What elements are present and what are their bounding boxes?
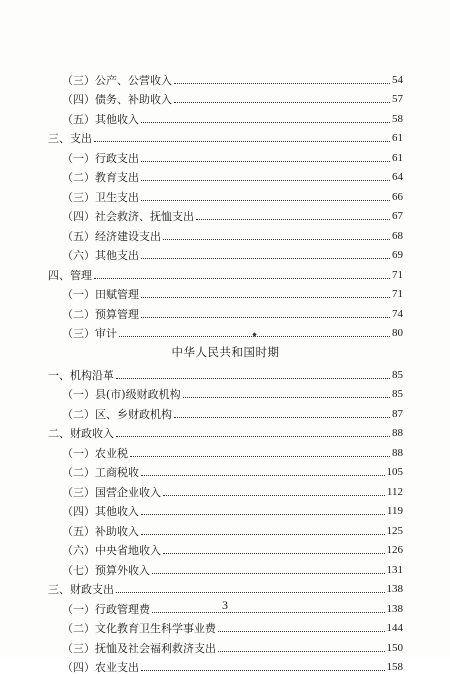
toc-entry-page: 119 <box>387 505 403 518</box>
toc-entry <box>48 321 403 341</box>
dot-leader <box>163 553 385 554</box>
dot-leader <box>141 258 390 259</box>
toc-entry <box>48 635 403 655</box>
toc-entry-title: （四）社会救济、抚恤支出 <box>62 210 194 223</box>
toc-entry-title: （一）农业税 <box>62 447 128 460</box>
toc-entry-title: （二）文化教育卫生科学事业费 <box>62 622 216 635</box>
dot-leader <box>116 592 385 593</box>
toc-entry-title: （六）其他支出 <box>62 249 139 262</box>
toc-entry-title: （三）国营企业收入 <box>62 486 161 499</box>
toc-part-prc <box>48 362 403 674</box>
toc-entry <box>48 184 403 204</box>
toc-entry-page: 158 <box>387 661 404 674</box>
toc-entry <box>48 223 403 243</box>
toc-entry <box>48 362 403 382</box>
toc-entry-page: 138 <box>387 583 404 596</box>
dot-leader <box>141 200 390 201</box>
dot-leader <box>141 475 385 476</box>
toc-entry-page: 58 <box>392 113 403 126</box>
toc-entry <box>48 282 403 302</box>
toc-entry-page: 54 <box>392 74 403 87</box>
toc-entry <box>48 479 403 499</box>
dot-leader <box>218 631 385 632</box>
toc-entry-title: 四、管理 <box>48 269 92 282</box>
toc-entry-title: （六）中央省地收入 <box>62 544 161 557</box>
toc-entry-title: （七）预算外收入 <box>62 564 150 577</box>
toc-entry-page: 126 <box>387 544 404 557</box>
toc-entry-page: 85 <box>392 388 403 401</box>
toc-entry <box>48 655 403 674</box>
toc-entry-title: （一）田赋管理 <box>62 288 139 301</box>
dot-leader <box>94 141 390 142</box>
toc-entry-title: （五）经济建设支出 <box>62 230 161 243</box>
toc-entry-page: 150 <box>387 642 404 655</box>
dot-leader <box>174 83 390 84</box>
dot-leader <box>94 278 390 279</box>
dot-leader <box>116 436 390 437</box>
dot-leader <box>141 122 390 123</box>
toc-entry-title: （三）卫生支出 <box>62 191 139 204</box>
toc-entry <box>48 204 403 224</box>
toc-entry <box>48 401 403 421</box>
dot-leader <box>163 495 385 496</box>
table-of-contents <box>48 67 403 674</box>
toc-entry <box>48 616 403 636</box>
toc-entry-title: （四）其他收入 <box>62 505 139 518</box>
dot-leader <box>163 239 390 240</box>
toc-entry <box>48 421 403 441</box>
toc-entry-title: 三、财政支出 <box>48 583 114 596</box>
toc-entry-title: 一、机构沿革 <box>48 369 114 382</box>
toc-entry-title: 二、财政收入 <box>48 427 114 440</box>
toc-entry <box>48 165 403 185</box>
toc-entry-title: （一）行政支出 <box>62 152 139 165</box>
toc-entry-page: 71 <box>392 288 403 301</box>
toc-entry <box>48 106 403 126</box>
toc-entry-page: 74 <box>392 308 403 321</box>
toc-entry-page: 57 <box>392 93 403 106</box>
toc-entry-page: 69 <box>392 249 403 262</box>
toc-entry-title: （四）债务、补助收入 <box>62 93 172 106</box>
toc-entry-page: 68 <box>392 230 403 243</box>
dot-leader <box>141 317 390 318</box>
toc-entry-title: （二）工商税收 <box>62 466 139 479</box>
page-number: 3 <box>0 598 450 613</box>
toc-entry <box>48 460 403 480</box>
dot-leader <box>130 456 390 457</box>
toc-entry-page: 66 <box>392 191 403 204</box>
toc-entry-page: 125 <box>387 525 404 538</box>
dot-leader <box>183 397 390 398</box>
toc-entry-title: 三、支出 <box>48 132 92 145</box>
dot-leader <box>141 180 390 181</box>
toc-entry-page: 138 <box>387 603 404 616</box>
toc-entry-page: 85 <box>392 369 403 382</box>
section-heading: 中华人民共和国时期 <box>48 340 403 362</box>
toc-entry-page: 61 <box>392 152 403 165</box>
toc-entry-page: 88 <box>392 427 403 440</box>
toc-entry <box>48 145 403 165</box>
toc-entry-page: 67 <box>392 210 403 223</box>
toc-entry <box>48 262 403 282</box>
toc-entry-title: （三）公产、公营收入 <box>62 74 172 87</box>
toc-entry <box>48 440 403 460</box>
dot-leader <box>218 651 385 652</box>
dot-leader <box>196 219 390 220</box>
toc-entry-title: （二）预算管理 <box>62 308 139 321</box>
dot-leader <box>174 417 390 418</box>
dot-leader <box>116 378 390 379</box>
toc-entry-title: （一）县(市)级财政机构 <box>62 388 181 401</box>
toc-entry-title: （三）抚恤及社会福利救济支出 <box>62 642 216 655</box>
toc-part-republic <box>48 67 403 340</box>
dot-leader <box>141 297 390 298</box>
dot-leader <box>141 670 385 671</box>
toc-entry-title: （五）补助收入 <box>62 525 139 538</box>
toc-entry <box>48 243 403 263</box>
toc-entry-page: 131 <box>387 564 404 577</box>
toc-entry-page: 71 <box>392 269 403 282</box>
toc-entry-title: （二）区、乡财政机构 <box>62 408 172 421</box>
dot-leader <box>152 573 385 574</box>
dot-leader <box>174 102 390 103</box>
toc-entry-page: 64 <box>392 171 403 184</box>
toc-entry <box>48 557 403 577</box>
dot-leader <box>141 534 385 535</box>
toc-entry <box>48 518 403 538</box>
toc-entry <box>48 67 403 87</box>
toc-entry-page: 88 <box>392 447 403 460</box>
toc-entry-title: （四）农业支出 <box>62 661 139 674</box>
toc-entry-title: （一）行政管理费 <box>62 603 150 616</box>
dot-leader <box>141 514 385 515</box>
toc-entry-title: （二）教育支出 <box>62 171 139 184</box>
toc-entry-title: （五）其他收入 <box>62 113 139 126</box>
toc-entry <box>48 87 403 107</box>
toc-entry <box>48 126 403 146</box>
toc-entry <box>48 382 403 402</box>
toc-entry-page: 61 <box>392 132 403 145</box>
toc-entry-page: 87 <box>392 408 403 421</box>
toc-entry <box>48 301 403 321</box>
toc-entry-page: 105 <box>387 466 404 479</box>
toc-entry <box>48 577 403 597</box>
toc-entry-page: 144 <box>387 622 404 635</box>
toc-entry-page: 80 <box>392 327 403 340</box>
toc-entry <box>48 499 403 519</box>
dot-leader <box>141 161 390 162</box>
toc-entry <box>48 538 403 558</box>
toc-entry-title: （三）审计 <box>62 327 117 340</box>
toc-entry-page: 112 <box>387 486 403 499</box>
